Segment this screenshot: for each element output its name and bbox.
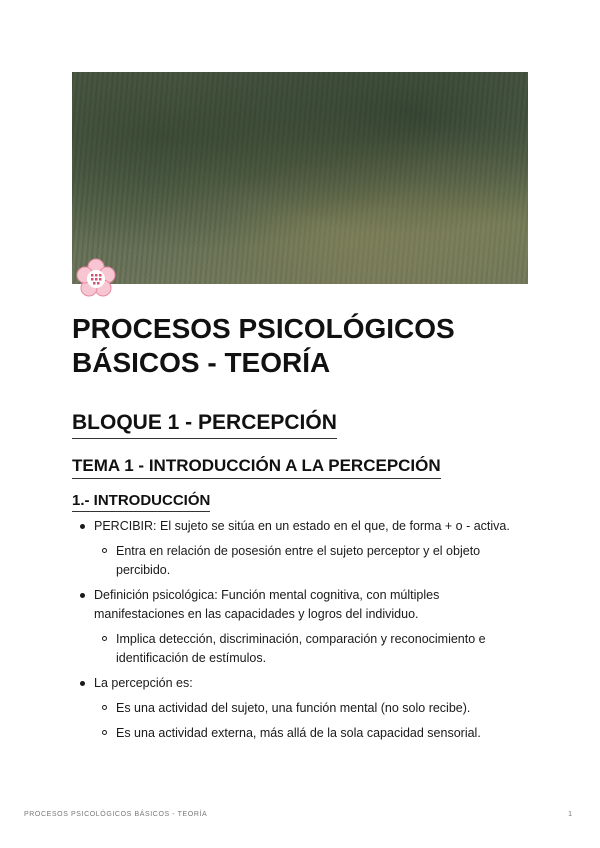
list-item — [72, 586, 532, 668]
list-item — [72, 674, 532, 743]
sub-list-item-text: Es una actividad del sujeto, una función mental (no solo recibe). — [116, 701, 471, 715]
list-item — [72, 517, 532, 580]
sub-list-item-text: Entra en relación de posesión entre el sujeto perceptor y el objeto percibido. — [116, 544, 481, 577]
list-item-text: Definición psicológica: Función mental cognitiva, con múltiples manifestaciones en las capacidades y logros del individuo. — [94, 588, 440, 621]
cherry-blossom-icon — [76, 258, 116, 298]
sub-list-item — [94, 724, 532, 743]
section-heading: 1.- INTRODUCCIÓN — [72, 491, 210, 512]
bloque-heading: BLOQUE 1 - PERCEPCIÓN — [72, 410, 337, 439]
list-item-text: La percepción es: — [94, 676, 193, 690]
sub-list-item — [94, 699, 532, 718]
sub-list-item-text: Es una actividad externa, más allá de la sola capacidad sensorial. — [116, 726, 481, 740]
sub-list-item — [94, 542, 532, 580]
footer-title: PROCESOS PSICOLÓGICOS BÁSICOS - TEORÍA — [24, 811, 208, 818]
tema-heading: TEMA 1 - INTRODUCCIÓN A LA PERCEPCIÓN — [72, 455, 441, 479]
cover-image — [72, 72, 528, 284]
sub-list-item — [94, 630, 532, 668]
sub-list-item-text: Implica detección, discriminación, comparación y reconocimiento e identificación de estímulos. — [116, 632, 486, 665]
page-title: PROCESOS PSICOLÓGICOS BÁSICOS - TEORÍA — [72, 313, 455, 378]
page-number: 1 — [568, 811, 572, 818]
list-item-text: PERCIBIR: El sujeto se sitúa en un estado en el que, de forma + o - activa. — [94, 519, 510, 533]
content-list — [72, 517, 532, 749]
